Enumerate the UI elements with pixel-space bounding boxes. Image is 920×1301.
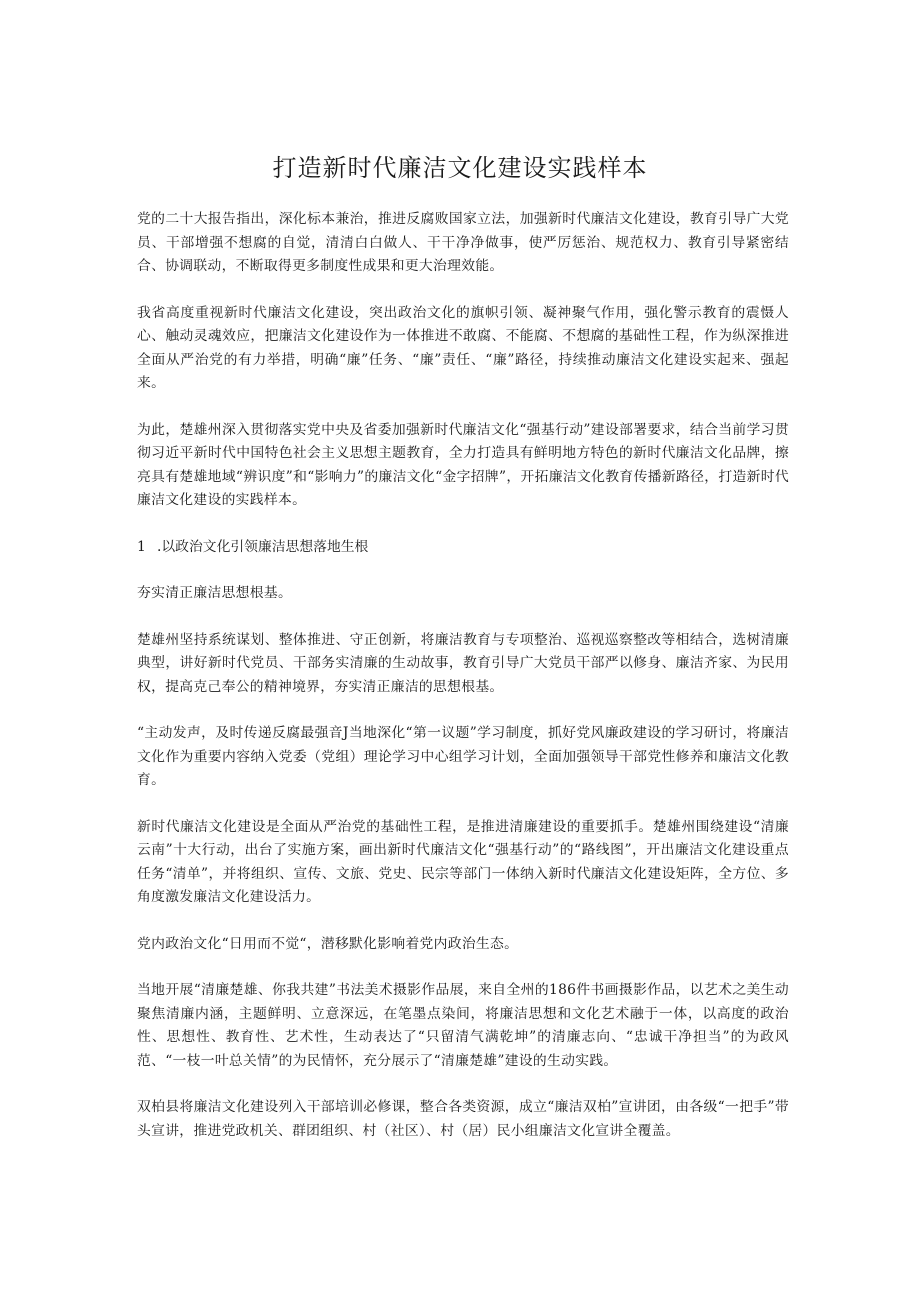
document-body bbox=[137, 208, 789, 1166]
section-heading-text: .以政治文化引领廉洁思想落地生根 bbox=[157, 538, 369, 555]
body-paragraph: 夯实清正廉洁思想根基。 bbox=[137, 585, 293, 601]
section-heading bbox=[137, 536, 789, 560]
document-title: 打造新时代廉洁文化建设实践样本 bbox=[272, 154, 648, 182]
body-paragraph: 党的二十大报告指出，深化标本兼治，推进反腐败国家立法，加强新时代廉洁文化建设，教育引导广大党员、干部增强不想腐的自觉，清清白白做人、干干净净做事，使严厉惩治、规范权力、教育引导紧密结合、协调联动，不断取得更多制度性成果和更大治理效能。 bbox=[137, 211, 789, 274]
body-paragraph: “主动发声，及时传递反腐最强音J当地深化“第一议题”学习制度，抓好党风廉政建设的学习研讨，将廉洁文化作为重要内容纳入党委（党组）理论学习中心组学习计划，全面加强领导干部党性修养和廉洁文化教育。 bbox=[137, 725, 789, 788]
body-paragraph: 楚雄州坚持系统谋划、整体推进、守正创新，将廉洁教育与专项整治、巡视巡察整改等相结合，选树清廉典型，讲好新时代党员、干部务实清廉的生动故事，教育引导广大党员干部严以修身、廉洁齐家、为民用权，提高克己奉公的精神境界，夯实清正廉洁的思想根基。 bbox=[137, 631, 789, 695]
body-paragraph: 当地开展“清廉楚雄、你我共建”书法美术摄影作品展，来自全州的186件书画摄影作品，以艺术之美生动聚焦清廉内涵，主题鲜明、立意深远，在笔墨点染间，将廉洁思想和文化艺术融于一体，以高度的政治性、思想性、教育性、艺术性，生动表达了“只留清气满乾坤”的清廉志向、“忠诚干净担当”的为政风范、“一枝一叶总关情”的为民情怀，充分展示了“清廉楚雄”建设的生动实践。 bbox=[137, 982, 789, 1069]
section-number: 1 bbox=[137, 538, 146, 555]
body-paragraph: 新时代廉洁文化建设是全面从严治党的基础性工程，是推进清廉建设的重要抓手。楚雄州围绕建设“清廉云南”十大行动，出台了实施方案，画出新时代廉洁文化“强基行动”的“路线图”，开出廉洁文化建设重点任务“清单”，并将组织、宣传、文旅、党史、民宗等部门一体纳入新时代廉洁文化建设矩阵，全方位、多角度激发廉洁文化建设活力。 bbox=[137, 818, 789, 905]
body-paragraph: 双柏县将廉洁文化建设列入干部培训必修课，整合各类资源，成立“廉洁双柏”宣讲团，由各级“一把手”带头宣讲，推进党政机关、群团组织、村（社区）、村（居）民小组廉洁文化宣讲全覆盖。 bbox=[137, 1099, 789, 1139]
body-paragraph: 我省高度重视新时代廉洁文化建设，突出政治文化的旗帜引领、凝神聚气作用，强化警示教育的震慑人心、触动灵魂效应，把廉洁文化建设作为一体推进不敢腐、不能腐、不想腐的基础性工程，作为纵深推进全面从严治党的有力举措，明确“廉”任务、“廉”责任、“廉”路径，持续推动廉洁文化建设实起来、强起来。 bbox=[137, 304, 789, 391]
body-paragraph: 党内政治文化“日用而不觉“，潜移默化影响着党内政治生态。 bbox=[137, 935, 519, 952]
body-paragraph: 为此，楚雄州深入贯彻落实党中央及省委加强新时代廉洁文化“强基行动”建设部署要求，结合当前学习贯彻习近平新时代中国特色社会主义思想主题教育，全力打造具有鲜明地方特色的新时代廉洁文化品牌，擦亮具有楚雄地域“辨识度”和“影响力”的廉洁文化“金字招牌”，开拓廉洁文化教育传播新路径，打造新时代廉洁文化建设的实践样本。 bbox=[137, 421, 789, 508]
